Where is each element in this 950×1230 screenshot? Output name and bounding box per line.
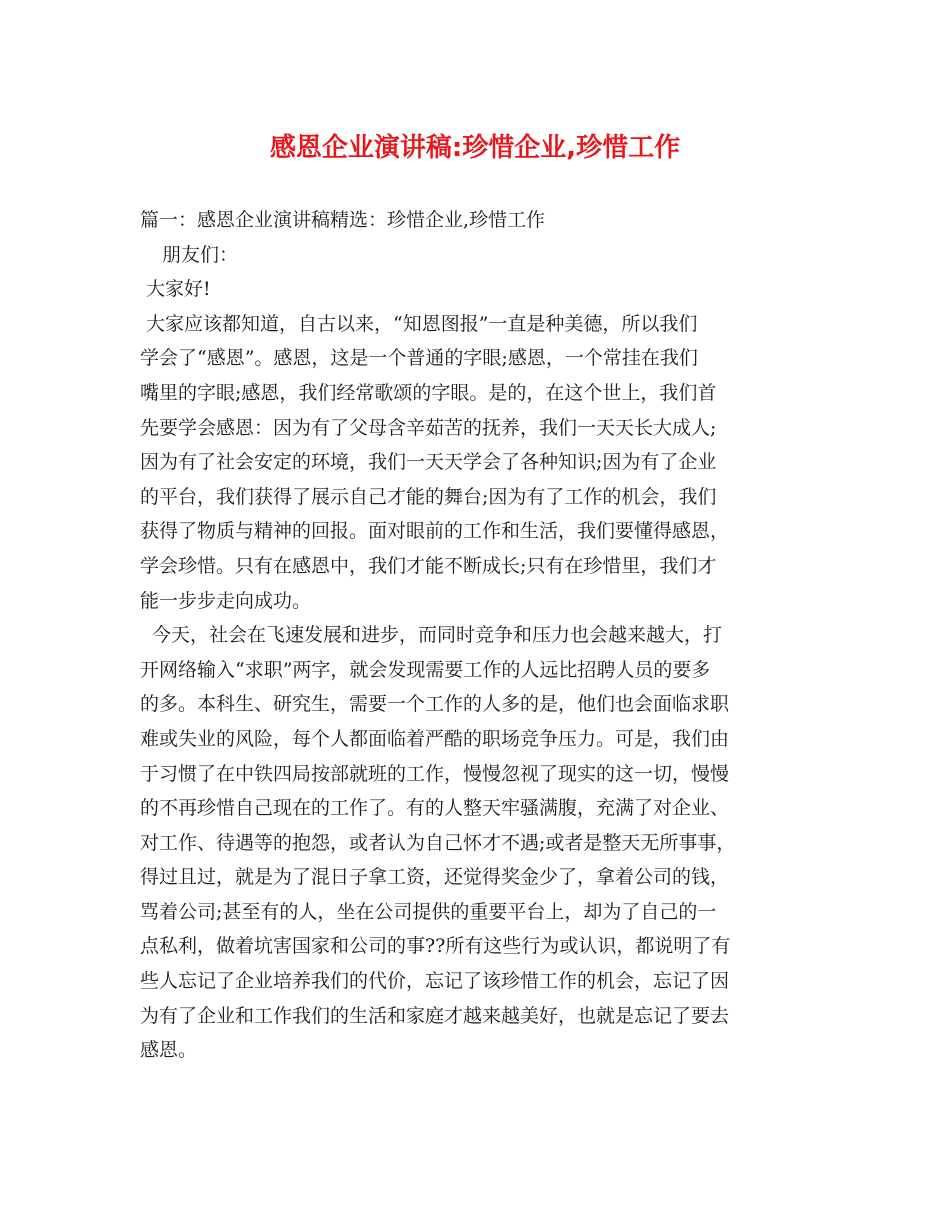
paragraph-line: 开网络输入“求职”两字，就会发现需要工作的人远比招聘人员的要多 bbox=[140, 658, 711, 681]
paragraph-line: 先要学会感恩：因为有了父母含辛茹苦的抚养，我们一天天长大成人; bbox=[140, 416, 717, 439]
paragraph-line: 对工作、待遇等的抱怨，或者认为自己怀才不遇;或者是整天无所事事， bbox=[140, 831, 736, 854]
paragraph-line: 能一步步走向成功。 bbox=[140, 589, 312, 612]
paragraph-line: 得过且过，就是为了混日子拿工资，还觉得奖金少了，拿着公司的钱， bbox=[140, 866, 730, 889]
paragraph-line: 学会了“感恩”。感恩，这是一个普通的字眼;感恩，一个常挂在我们 bbox=[140, 347, 698, 370]
paragraph-line: 因为有了社会安定的环境，我们一天天学会了各种知识;因为有了企业 bbox=[140, 451, 717, 474]
paragraph-line: 难或失业的风险，每个人都面临着严酷的职场竞争压力。可是，我们由 bbox=[140, 727, 730, 750]
paragraph-line: 学会珍惜。只有在感恩中，我们才能不断成长;只有在珍惜里，我们才 bbox=[140, 554, 717, 577]
paragraph-line: 些人忘记了企业培养我们的代价，忘记了该珍惜工作的机会，忘记了因 bbox=[140, 970, 730, 993]
greeting: 大家好! bbox=[146, 278, 211, 301]
paragraph-1 bbox=[140, 307, 830, 618]
paragraph-line: 为有了企业和工作我们的生活和家庭才越来越美好，也就是忘记了要去 bbox=[140, 1004, 730, 1027]
paragraph-line: 获得了物质与精神的回报。面对眼前的工作和生活，我们要懂得感恩， bbox=[140, 520, 730, 543]
paragraph-line: 骂着公司;甚至有的人，坐在公司提供的重要平台上，却为了自己的一 bbox=[140, 900, 717, 923]
paragraph-line: 感恩。 bbox=[140, 1039, 198, 1062]
paragraph-line: 的不再珍惜自己现在的工作了。有的人整天牢骚满腹，充满了对企业、 bbox=[140, 797, 730, 820]
document-title: 感恩企业演讲稿:珍惜企业,珍惜工作 bbox=[269, 133, 681, 163]
paragraph-line: 今天，社会在飞速发展和进步，而同时竞争和压力也会越来越大，打 bbox=[152, 624, 723, 647]
section-heading: 篇一：感恩企业演讲稿精选：珍惜企业,珍惜工作 bbox=[140, 209, 546, 231]
paragraph-line: 的平台，我们获得了展示自己才能的舞台;因为有了工作的机会，我们 bbox=[140, 485, 717, 508]
paragraph-line: 于习惯了在中铁四局按部就班的工作，慢慢忽视了现实的这一切，慢慢 bbox=[140, 762, 730, 785]
document-body bbox=[140, 203, 830, 1068]
paragraph-2 bbox=[140, 618, 830, 1068]
paragraph-line: 嘴里的字眼;感恩，我们经常歌颂的字眼。是的，在这个世上，我们首 bbox=[140, 381, 717, 404]
paragraph-line: 的多。本科生、研究生，需要一个工作的人多的是，他们也会面临求职 bbox=[140, 693, 730, 716]
salutation: 朋友们： bbox=[162, 243, 239, 266]
paragraph-line: 点私利，做着坑害国家和公司的事??所有这些行为或认识，都说明了有 bbox=[140, 935, 731, 958]
paragraph-line: 大家应该都知道，自古以来，“知恩图报”一直是种美德，所以我们 bbox=[146, 312, 698, 335]
